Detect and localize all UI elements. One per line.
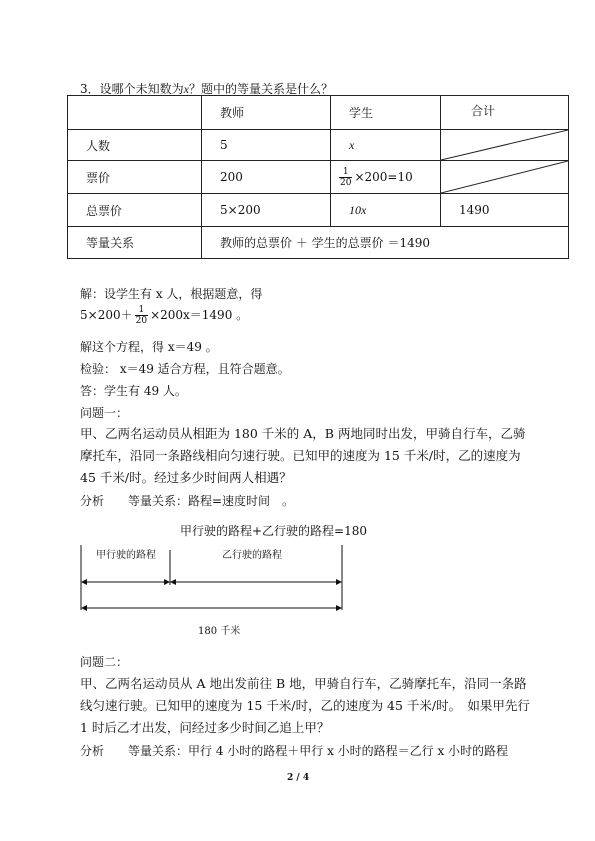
- question3-heading: 3．设哪个未知数为x？题中的等量关系是什么？: [80, 82, 333, 96]
- diagram-left-label: 甲行驶的路程: [96, 550, 156, 561]
- problem1-analysis: 分析 等量关系：路程=速度时间 。: [80, 494, 295, 508]
- cell-teacher-total: 5×200: [202, 194, 331, 227]
- row-label-count: 人数: [68, 130, 202, 161]
- problem2-title: 问题二：: [80, 655, 129, 669]
- cell-student-count: x: [331, 130, 441, 161]
- solution-line-1: 解：设学生有 x 人，根据题意，得: [80, 287, 263, 301]
- problem2-analysis: 分析 等量关系：甲行 4 小时的路程＋甲行 x 小时的路程＝乙行 x 小时的路程: [80, 744, 509, 758]
- fraction: $\frac{1}{20}$: [135, 305, 148, 326]
- table-header-teacher: 教师: [202, 96, 331, 130]
- diagonal-strike: [441, 130, 568, 160]
- cell-teacher-price: 200: [202, 161, 331, 194]
- diagram-right-label: 乙行驶的路程: [222, 550, 282, 561]
- row-label-relation: 等量关系: [68, 227, 202, 259]
- cell-total-count-crossed: [441, 130, 569, 161]
- cell-student-price: $\frac{1}{20}$ ×200=10: [331, 161, 441, 194]
- solution-equation: 5×200＋ $\frac{1}{20}$ ×200x＝1490 。: [80, 305, 249, 326]
- page-number: 2 / 4: [287, 773, 310, 783]
- diagonal-strike: [441, 161, 568, 193]
- diagram-bottom-label: 180 千米: [198, 626, 241, 637]
- cell-total-price-crossed: [441, 161, 569, 194]
- problem1-title: 问题一：: [80, 406, 129, 420]
- table-row: [68, 130, 569, 161]
- row-label-price: 票价: [68, 161, 202, 194]
- table-header-row: [68, 96, 569, 130]
- equation-table: [67, 95, 569, 259]
- problem1-text: 甲、乙两名运动员从相距为 180 千米的 A，B 两地同时出发，甲骑自行车，乙骑摩托车，沿同一条路线相向匀速行驶。已知甲的速度为 15 千米/时，乙的速度为 45 千米/时。经过多少时间两人相遇？: [80, 426, 526, 485]
- solution-line-5: 答：学生有 49 人。: [80, 384, 187, 398]
- row-label-total: 总票价: [68, 194, 202, 227]
- cell-total-total: 1490: [441, 194, 569, 227]
- solution-line-3: 解这个方程，得 x＝49 。: [80, 340, 218, 354]
- table-row: [68, 194, 569, 227]
- table-header-empty: [68, 96, 202, 130]
- solution-line-4: 检验： x＝49 适合方程，且符合题意。: [80, 362, 290, 376]
- cell-student-total: 10x: [331, 194, 441, 227]
- cell-relation-text: 教师的总票价 ＋ 学生的总票价 ＝1490: [202, 227, 569, 259]
- cell-teacher-count: 5: [202, 130, 331, 161]
- table-header-student: 学生: [331, 96, 441, 130]
- diagram-title: 甲行驶的路程+乙行驶的路程=180: [180, 524, 368, 538]
- table-header-total: 合计: [441, 96, 569, 130]
- table-row: [68, 227, 569, 259]
- table-row: [68, 161, 569, 194]
- fraction: $\frac{1}{20}$: [340, 166, 352, 188]
- problem2-text: 甲、乙两名运动员从 A 地出发前往 B 地，甲骑自行车，乙骑摩托车，沿同一条路线匀速行驶。已知甲的速度为 15 千米/时，乙的速度为 45 千米/时。 如果甲先行 1 时后乙才出发，问经过多少时间乙追上甲？: [80, 676, 530, 735]
